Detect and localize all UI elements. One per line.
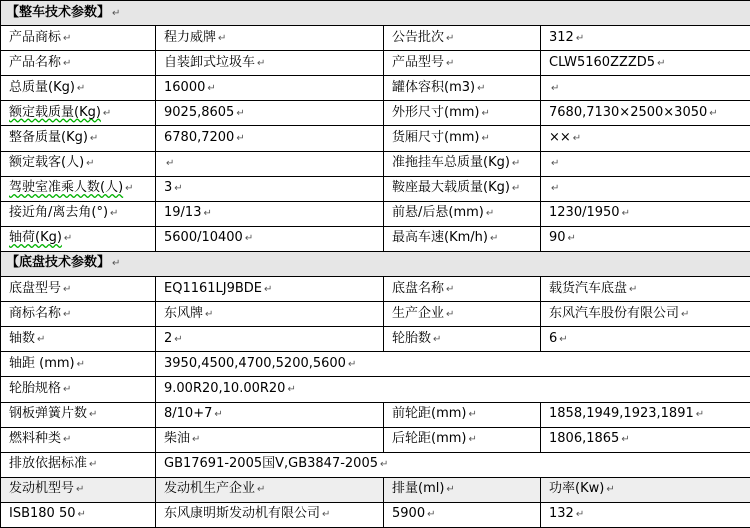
row-label: 公告批次 ↵: [384, 26, 541, 51]
row-label: 额定载质量(Kg) ↵: [1, 101, 156, 126]
cell-end-mark-icon: ↵: [112, 7, 121, 19]
cell-end-mark-icon: ↵: [218, 32, 227, 44]
row-label: 前轮距(mm) ↵: [384, 402, 541, 427]
cell-end-mark-icon: ↵: [63, 434, 72, 446]
row-value: CLW5160ZZZD5 ↵: [541, 51, 750, 76]
row-value: 5600/10400 ↵: [156, 226, 384, 251]
cell-end-mark-icon: ↵: [511, 158, 521, 170]
row-value: 东风牌 ↵: [156, 302, 384, 327]
cell-end-mark-icon: ↵: [214, 409, 223, 421]
table-row: [1, 302, 750, 327]
cell-end-mark-icon: ↵: [709, 107, 718, 119]
row-label: 发动机型号 ↵: [1, 477, 156, 502]
cell-end-mark-icon: ↵: [567, 233, 576, 245]
vehicle-section-header: [1, 1, 750, 26]
table-row: [1, 352, 750, 377]
row-label: 产品商标 ↵: [1, 26, 156, 51]
cell-end-mark-icon: ↵: [63, 383, 72, 395]
table-row: [1, 201, 750, 226]
row-value: [541, 76, 750, 101]
row-value: 3950,4500,4700,5200,5600 ↵: [156, 352, 750, 377]
table-row: [1, 176, 750, 201]
row-value: 东风汽车股份有限公司 ↵: [541, 302, 750, 327]
cell-end-mark-icon: ↵: [76, 358, 85, 370]
row-label: 接近角/离去角(°) ↵: [1, 201, 156, 226]
cell-end-mark-icon: ↵: [551, 158, 560, 170]
cell-end-mark-icon: ↵: [551, 82, 560, 94]
cell-end-mark-icon: ↵: [621, 208, 630, 220]
cell-end-mark-icon: ↵: [287, 383, 296, 395]
row-value: 1230/1950 ↵: [541, 201, 750, 226]
cell-end-mark-icon: ↵: [446, 484, 455, 496]
table-row: [1, 226, 750, 251]
cell-end-mark-icon: ↵: [485, 208, 495, 220]
cell-end-mark-icon: ↵: [174, 183, 183, 195]
row-value: 7680,7130×2500×3050 ↵: [541, 101, 750, 126]
cell-end-mark-icon: ↵: [207, 82, 216, 94]
row-value: 1806,1865 ↵: [541, 427, 750, 452]
row-label: 功率(Kw) ↵: [541, 477, 750, 502]
cell-end-mark-icon: ↵: [621, 434, 630, 446]
table-row: [1, 26, 750, 51]
table-row: [1, 402, 750, 427]
vehicle-section-title: 【整车技术参数】: [6, 4, 111, 20]
cell-end-mark-icon: ↵: [606, 484, 615, 496]
row-value: ISB180 50 ↵: [1, 502, 156, 527]
row-label: 总质量(Kg) ↵: [1, 76, 156, 101]
cell-end-mark-icon: ↵: [481, 133, 490, 145]
engine-header-row: [1, 477, 750, 502]
table-row: [1, 452, 750, 477]
cell-end-mark-icon: ↵: [37, 333, 46, 345]
cell-end-mark-icon: ↵: [481, 107, 490, 119]
cell-end-mark-icon: ↵: [76, 484, 85, 496]
cell-end-mark-icon: ↵: [89, 133, 99, 145]
engine-data-row: [1, 502, 750, 527]
row-label: 底盘名称 ↵: [384, 277, 541, 302]
row-label: 排量(ml) ↵: [384, 477, 541, 502]
cell-end-mark-icon: ↵: [89, 409, 98, 421]
cell-end-mark-icon: ↵: [446, 308, 455, 320]
row-value: 312 ↵: [541, 26, 750, 51]
row-label: 货厢尺寸(mm) ↵: [384, 126, 541, 151]
row-label: 轴距 (mm) ↵: [1, 352, 156, 377]
row-value: EQ1161LJ9BDE ↵: [156, 277, 384, 302]
row-value: 9025,8605 ↵: [156, 101, 384, 126]
cell-end-mark-icon: ↵: [695, 409, 705, 421]
cell-end-mark-icon: ↵: [86, 158, 95, 170]
cell-end-mark-icon: ↵: [446, 283, 455, 295]
cell-end-mark-icon: ↵: [657, 57, 666, 69]
vehicle-section-title-cell: [1, 1, 750, 26]
row-label: 底盘型号 ↵: [1, 277, 156, 302]
table-row: [1, 76, 750, 101]
row-value: 19/13 ↵: [156, 201, 384, 226]
row-label: 鞍座最大载质量(Kg) ↵: [384, 176, 541, 201]
cell-end-mark-icon: ↵: [63, 57, 72, 69]
row-label: 产品名称 ↵: [1, 51, 156, 76]
table-row: [1, 151, 750, 176]
cell-end-mark-icon: ↵: [77, 509, 86, 521]
table-row: [1, 277, 750, 302]
cell-end-mark-icon: ↵: [257, 57, 266, 69]
row-value: [541, 151, 750, 176]
cell-end-mark-icon: ↵: [257, 484, 266, 496]
cell-end-mark-icon: ↵: [559, 333, 568, 345]
row-label: 商标名称 ↵: [1, 302, 156, 327]
row-label: 产品型号 ↵: [384, 51, 541, 76]
cell-end-mark-icon: ↵: [203, 208, 212, 220]
row-value: 132 ↵: [541, 502, 750, 527]
cell-end-mark-icon: ↵: [468, 434, 477, 446]
cell-end-mark-icon: ↵: [322, 509, 331, 521]
row-label: 准拖挂车总质量(Kg) ↵: [384, 151, 541, 176]
cell-end-mark-icon: ↵: [575, 509, 585, 521]
row-value: 自装卸式垃圾车 ↵: [156, 51, 384, 76]
cell-end-mark-icon: ↵: [112, 258, 121, 270]
cell-end-mark-icon: ↵: [433, 333, 442, 345]
table-row: [1, 51, 750, 76]
row-label: 轮胎规格 ↵: [1, 377, 156, 402]
row-value: 6 ↵: [541, 327, 750, 352]
table-row: [1, 101, 750, 126]
row-label: 罐体容积(m3) ↵: [384, 76, 541, 101]
cell-end-mark-icon: ↵: [446, 32, 455, 44]
cell-end-mark-icon: ↵: [236, 133, 245, 145]
row-value: 16000 ↵: [156, 76, 384, 101]
row-label: 轴荷(Kg) ↵: [1, 226, 156, 251]
row-value: 2 ↵: [156, 327, 384, 352]
row-label: 前悬/后悬(mm) ↵: [384, 201, 541, 226]
cell-end-mark-icon: ↵: [174, 333, 183, 345]
row-value: 1858,1949,1923,1891 ↵: [541, 402, 750, 427]
table-row: [1, 427, 750, 452]
cell-end-mark-icon: ↵: [629, 283, 638, 295]
cell-end-mark-icon: ↵: [236, 107, 245, 119]
cell-end-mark-icon: ↵: [551, 183, 560, 195]
row-label: 排放依据标准 ↵: [1, 452, 156, 477]
cell-end-mark-icon: ↵: [264, 283, 273, 295]
row-value: [541, 176, 750, 201]
row-value: 柴油 ↵: [156, 427, 384, 452]
cell-end-mark-icon: ↵: [63, 283, 72, 295]
cell-end-mark-icon: ↵: [205, 308, 214, 320]
chassis-section-header: [1, 251, 750, 276]
cell-end-mark-icon: ↵: [347, 358, 357, 370]
row-label: 燃料种类 ↵: [1, 427, 156, 452]
row-value: 载货汽车底盘 ↵: [541, 277, 750, 302]
cell-end-mark-icon: ↵: [63, 32, 72, 44]
row-label: 后轮距(mm) ↵: [384, 427, 541, 452]
cell-end-mark-icon: ↵: [446, 57, 455, 69]
cell-end-mark-icon: ↵: [192, 434, 201, 446]
cell-end-mark-icon: ↵: [489, 233, 499, 245]
row-label: 最高车速(Km/h) ↵: [384, 226, 541, 251]
cell-end-mark-icon: ↵: [468, 409, 477, 421]
row-value: [156, 151, 384, 176]
row-label: 轴数 ↵: [1, 327, 156, 352]
row-value: 9.00R20,10.00R20 ↵: [156, 377, 750, 402]
cell-end-mark-icon: ↵: [477, 82, 486, 94]
cell-end-mark-icon: ↵: [76, 82, 86, 94]
row-value: 程力威牌 ↵: [156, 26, 384, 51]
cell-end-mark-icon: ↵: [575, 32, 585, 44]
row-label: 外形尺寸(mm) ↵: [384, 101, 541, 126]
row-label: 发动机生产企业 ↵: [156, 477, 384, 502]
chassis-section-title-cell: [1, 251, 750, 276]
row-label: 额定载客(人) ↵: [1, 151, 156, 176]
cell-end-mark-icon: ↵: [380, 459, 389, 471]
cell-end-mark-icon: ↵: [102, 107, 112, 119]
row-value: 90 ↵: [541, 226, 750, 251]
row-label: 整备质量(Kg) ↵: [1, 126, 156, 151]
row-value: 3 ↵: [156, 176, 384, 201]
cell-end-mark-icon: ↵: [244, 233, 254, 245]
cell-end-mark-icon: ↵: [681, 308, 690, 320]
cell-end-mark-icon: ↵: [110, 208, 119, 220]
table-row: [1, 377, 750, 402]
cell-end-mark-icon: ↵: [572, 133, 582, 145]
chassis-section-title: 【底盘技术参数】: [6, 255, 111, 271]
cell-end-mark-icon: ↵: [63, 233, 73, 245]
cell-end-mark-icon: ↵: [427, 509, 436, 521]
row-value: 东风康明斯发动机有限公司 ↵: [156, 502, 384, 527]
cell-end-mark-icon: ↵: [166, 158, 175, 170]
cell-end-mark-icon: ↵: [125, 183, 134, 195]
row-value: 5900 ↵: [384, 502, 541, 527]
cell-end-mark-icon: ↵: [63, 308, 72, 320]
row-label: 钢板弹簧片数 ↵: [1, 402, 156, 427]
row-label: 生产企业 ↵: [384, 302, 541, 327]
table-row: [1, 327, 750, 352]
row-value: 8/10+7 ↵: [156, 402, 384, 427]
row-label: 驾驶室准乘人数(人) ↵: [1, 176, 156, 201]
row-value: ×× ↵: [541, 126, 750, 151]
table-row: [1, 126, 750, 151]
cell-end-mark-icon: ↵: [511, 183, 521, 195]
row-value: GB17691-2005国V,GB3847-2005 ↵: [156, 452, 750, 477]
row-value: 6780,7200 ↵: [156, 126, 384, 151]
cell-end-mark-icon: ↵: [89, 459, 98, 471]
row-label: 轮胎数 ↵: [384, 327, 541, 352]
